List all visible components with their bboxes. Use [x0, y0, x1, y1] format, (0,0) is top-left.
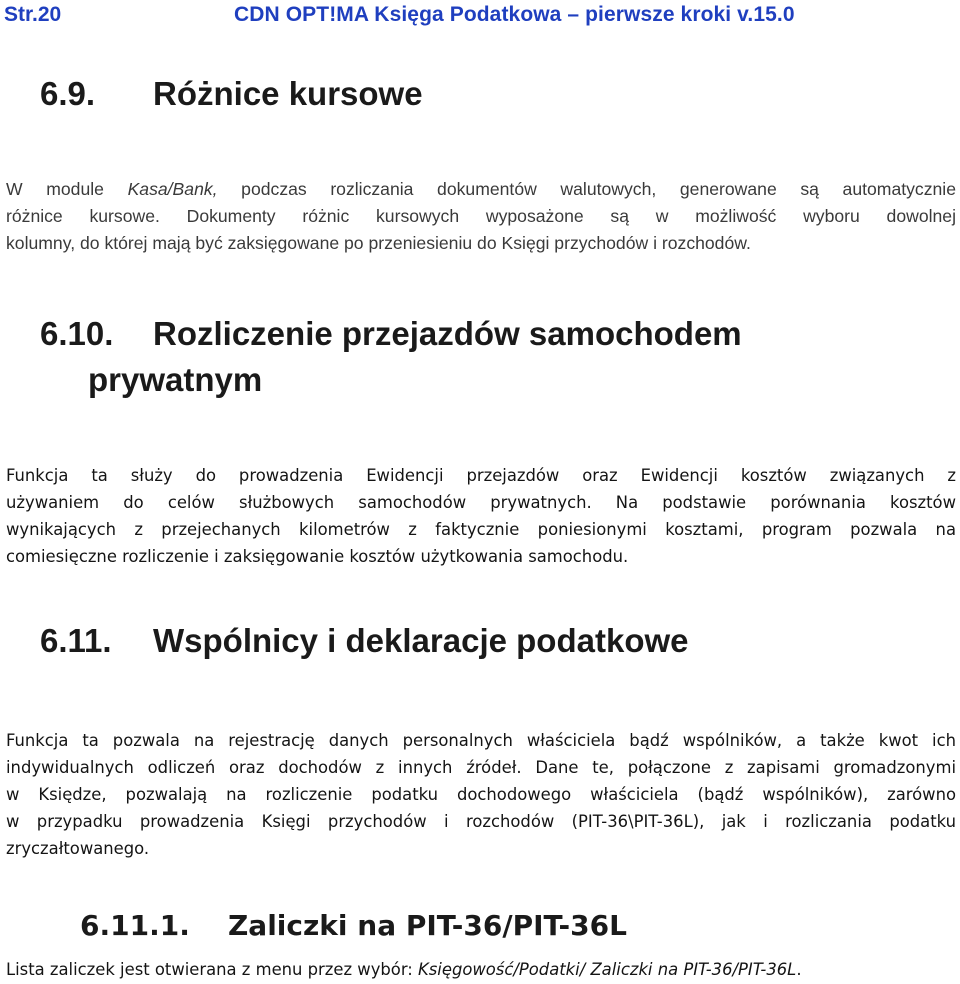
paragraph-6-11-1	[6, 956, 956, 983]
paragraph-line: Lista zaliczek jest otwierana z menu przez wybór: Księgowość/Podatki/ Zaliczki na PIT-36/PIT-36L.	[6, 960, 802, 979]
paragraph-line: w Księdze, pozwalają na rozliczenie podatku dochodowego właściciela (bądź wspólników), zarówno	[6, 785, 956, 804]
paragraph-line: różnice kursowe. Dokumenty różnic kursowych wyposażone są w możliwość wyboru dowolnej	[6, 206, 956, 226]
document-title: CDN OPT!MA Księga Podatkowa – pierwsze kroki v.15.0	[234, 3, 795, 26]
page-number: Str.20	[4, 3, 62, 26]
heading-title-continued: prywatnym	[88, 361, 263, 398]
module-name: Kasa/Bank,	[127, 179, 218, 199]
paragraph-line: wynikających z przejechanych kilometrów z faktycznie poniesionymi kosztami, program pozwala na	[6, 520, 956, 539]
paragraph-6-11	[6, 727, 956, 862]
heading-6-11-1	[80, 909, 627, 942]
heading-number: 6.10.	[40, 315, 114, 352]
paragraph-line: indywidualnych odliczeń oraz dochodów z innych źródeł. Dane te, połączone z zapisami gromadzonymi	[6, 758, 956, 777]
heading-title: Różnice kursowe	[153, 75, 423, 112]
paragraph-line: Funkcja ta pozwala na rejestrację danych personalnych właściciela bądź wspólników, a także kwot ich	[6, 731, 956, 750]
heading-number: 6.9.	[40, 75, 96, 112]
paragraph-line: kolumny, do której mają być zaksięgowane po przeniesieniu do Księgi przychodów i rozchodów.	[6, 233, 751, 253]
heading-title: Zaliczki na PIT-36/PIT-36L	[228, 909, 627, 942]
heading-6-11	[40, 622, 689, 660]
paragraph-6-10	[6, 462, 956, 570]
paragraph-line: W module Kasa/Bank, podczas rozliczania dokumentów walutowych, generowane są automatycznie	[6, 179, 956, 199]
paragraph-line: w przypadku prowadzenia Księgi przychodów i rozchodów (PIT-36\PIT-36L), jak i rozliczania podatku	[6, 812, 956, 831]
heading-6-10	[40, 311, 742, 403]
paragraph-line: comiesięczne rozliczenie i zaksięgowanie kosztów użytkowania samochodu.	[6, 547, 629, 566]
heading-title: Wspólnicy i deklaracje podatkowe	[153, 622, 689, 659]
paragraph-line: zryczałtowanego.	[6, 839, 150, 858]
heading-number: 6.11.	[40, 622, 112, 659]
menu-path: Księgowość/Podatki/ Zaliczki na PIT-36/PIT-36L	[418, 960, 797, 979]
heading-number: 6.11.1.	[80, 909, 190, 942]
heading-6-9	[40, 75, 423, 113]
page-header	[0, 0, 960, 30]
heading-title: Rozliczenie przejazdów samochodem	[153, 315, 742, 352]
paragraph-6-9	[6, 176, 956, 257]
paragraph-line: Funkcja ta służy do prowadzenia Ewidencji przejazdów oraz Ewidencji kosztów związanych z	[6, 466, 956, 485]
paragraph-line: używaniem do celów służbowych samochodów prywatnych. Na podstawie porównania kosztów	[6, 493, 956, 512]
